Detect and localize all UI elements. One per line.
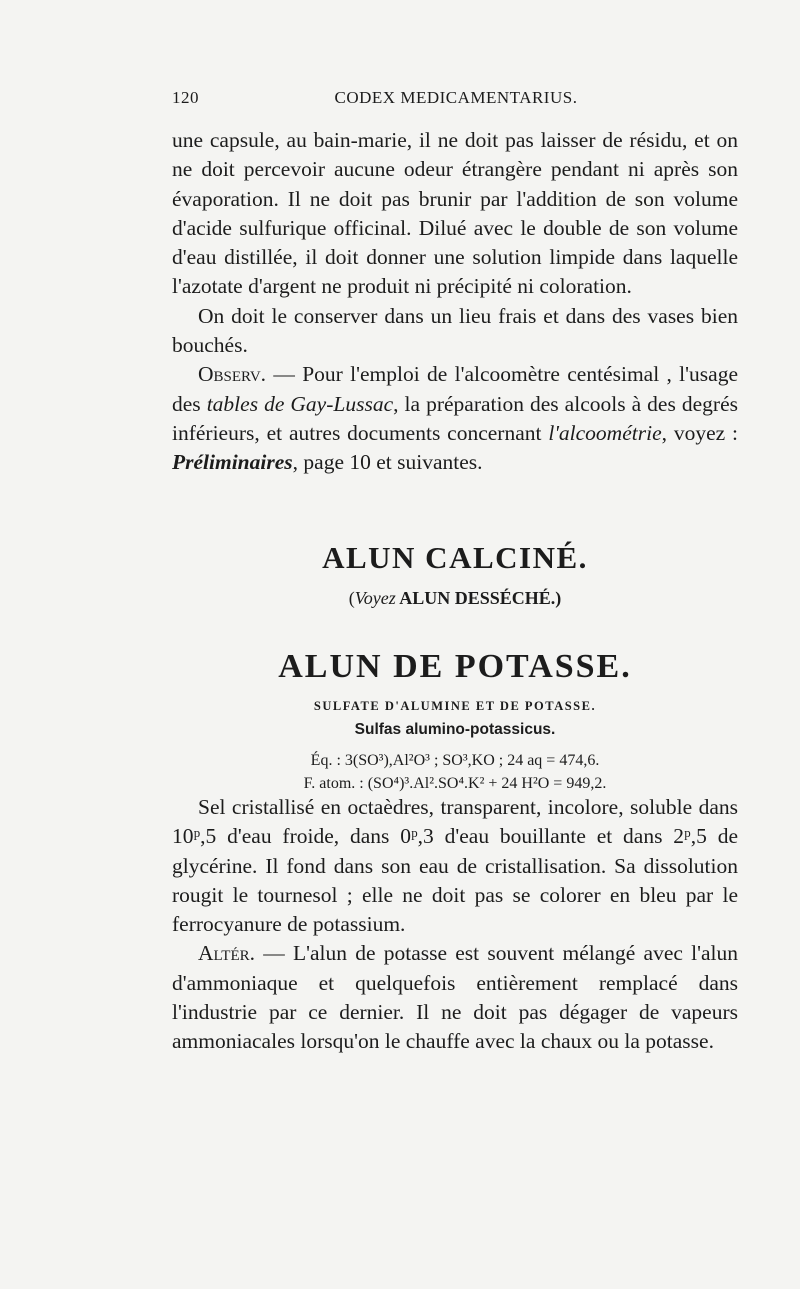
observation-text-2: , la préparation des alcools à des degrés inférieurs, et autres documents concernant — [172, 391, 738, 445]
cross-reference — [172, 588, 738, 609]
observation-label: Observ. — [198, 362, 267, 387]
paragraph-description: Sel cristallisé en octaèdres, transparent, incolore, soluble dans 10ᵖ,5 d'eau froide, dans 0ᵖ,3 d'eau bouillante et dans 2ᵖ,5 de glycérine. Il fond dans son eau de cristallisation. Sa dissolution rougit le tournesol ; elle ne doit pas se colorer en bleu par le ferrocyanure de potassium. — [172, 795, 738, 937]
cross-reference-paren: ( — [348, 588, 355, 608]
text-block-bottom — [172, 793, 738, 1057]
paragraph-continuation: une capsule, au bain-marie, il ne doit pas laisser de résidu, et on ne doit percevoir aucune odeur étrangère pendant ni après son évaporation. Il ne doit pas brunir par l'addition de son volume d'acide sulfurique officinal. Dilué avec le double de son volume d'eau distillée, il doit donner une solution limpide dans laquelle l'azotate d'argent ne produit ni précipité ni coloration. — [172, 128, 738, 299]
synonym-line: SULFATE D'ALUMINE ET DE POTASSE. — [313, 699, 597, 713]
running-title: CODEX MEDICAMENTARIUS. — [334, 88, 578, 107]
text-block-top — [172, 126, 738, 478]
alteration-text: — L'alun de potasse est souvent mélangé avec l'alun d'ammoniaque et quelquefois entièrement remplacé dans l'industrie par ce dernier. Il ne doit pas dégager de vapeurs ammoniacales lorsqu'on le chauffe avec la chaux ou la potasse. — [172, 941, 738, 1054]
observation-ref-tables: tables de Gay-Lussac — [206, 391, 394, 416]
running-head — [172, 88, 740, 112]
heading-alun-de-potasse: ALUN DE POTASSE. — [278, 648, 632, 685]
cross-reference-target: ALUN DESSÉCHÉ.) — [395, 588, 562, 608]
observation-ref-alcoometrie: l'alcoométrie — [548, 420, 662, 445]
paragraph-alteration — [172, 939, 738, 1056]
cross-reference-voyez: Voyez — [354, 588, 396, 608]
observation-text-3: , voyez : — [661, 420, 739, 445]
formula-equivalent: Éq. : 3(SO³),Al²O³ ; SO³,KO ; 24 aq = 474,6. — [310, 752, 600, 769]
paragraph-observation — [172, 360, 738, 477]
observation-ref-preliminaires: Préliminaires — [172, 450, 293, 475]
alteration-label: Altér. — [198, 941, 256, 966]
latin-name: Sulfas alumino-potassicus. — [354, 721, 556, 738]
observation-text-1: — Pour l'emploi de l'alcoomètre centésimal , l'usage des — [172, 362, 738, 416]
observation-text-4: , page 10 et suivantes. — [292, 450, 483, 475]
heading-alun-calcine: ALUN CALCINÉ. — [322, 540, 588, 575]
page-number: 120 — [172, 88, 199, 107]
paragraph-storage: On doit le conserver dans un lieu frais et dans des vases bien bouchés. — [172, 303, 738, 358]
formula-atomic: F. atom. : (SO⁴)³.Al².SO⁴.K² + 24 H²O = 949,2. — [303, 775, 607, 792]
